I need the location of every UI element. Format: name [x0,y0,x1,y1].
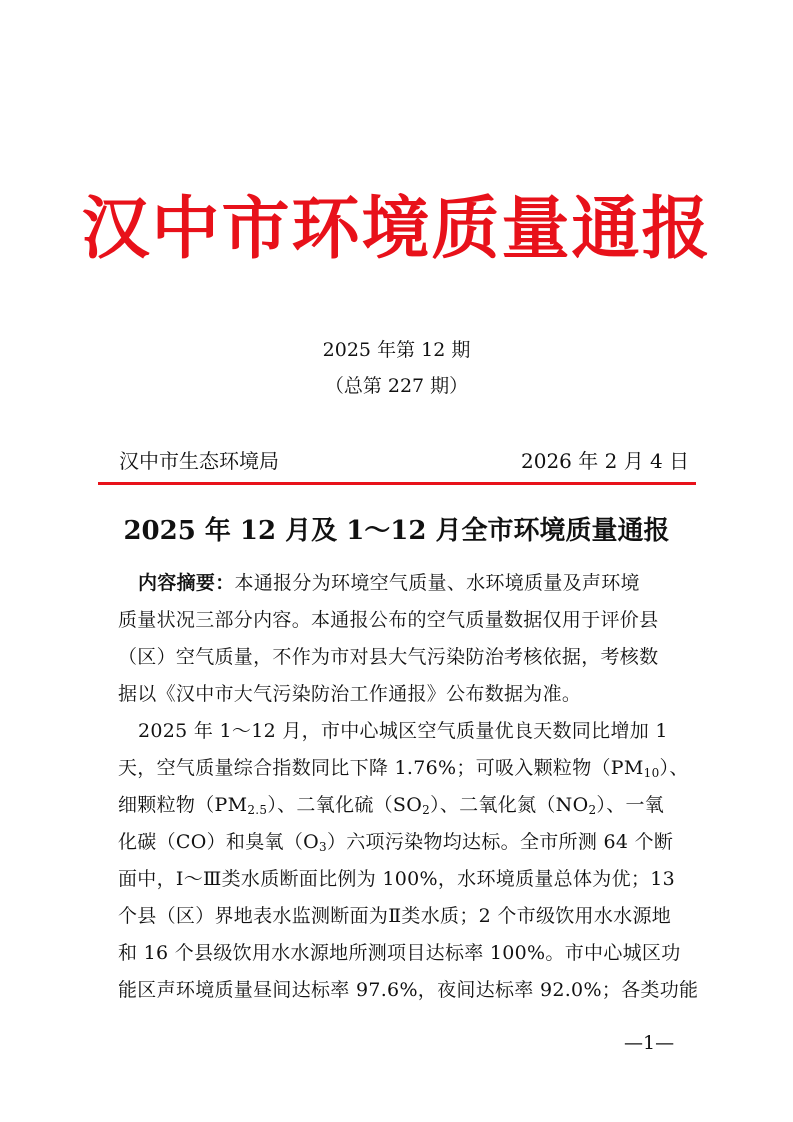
abstract-line-2: 质量状况三部分内容。本通报公布的空气质量数据仅用于评价县 [118,609,659,631]
page-number: —1— [624,1032,675,1054]
summary-line-3-a: 细颗粒物（PM [118,794,248,816]
summary-line-3-d: ）、一氧 [596,794,665,816]
o3-subscript: 3 [319,840,327,854]
no2-subscript: 2 [588,803,597,817]
abstract-line-4: 据以《汉中市大气污染防治工作通报》公布数据为准。 [118,683,582,705]
summary-line-2 [118,753,701,783]
abstract-text: 本通报分为环境空气质量、水环境质量及声环境 [234,572,640,594]
issue-date: 2026 年 2 月 4 日 [521,449,690,473]
summary-line-3-b: ）、二氧化硫（SO [267,794,423,816]
summary-line-5: 面中，Ⅰ～Ⅲ类水质断面比例为 100%，水环境质量总体为优；13 [118,868,675,890]
red-divider [98,482,696,485]
so2-subscript: 2 [422,803,431,817]
issue-total-number: （总第 227 期） [324,375,469,397]
summary-line-4-b: ）六项污染物均达标。全市所测 64 个断 [326,831,674,853]
pm25-subscript: 2.5 [247,803,268,817]
summary-line-7: 和 16 个县级饮用水水源地所测项目达标率 100%。市中心城区功 [118,942,681,964]
abstract-line-1 [138,568,701,598]
masthead-title: 汉中市环境质量通报 [81,190,712,269]
summary-line-1: 2025 年 1～12 月，市中心城区空气质量优良天数同比增加 1 [138,720,668,742]
summary-line-8: 能区声环境质量昼间达标率 97.6%，夜间达标率 92.0%；各类功能 [118,979,699,1001]
issuing-agency: 汉中市生态环境局 [119,449,279,473]
issue-number: 2025 年第 12 期 [322,339,471,361]
summary-line-3 [118,790,701,820]
abstract-label: 内容摘要： [138,572,235,594]
summary-line-6: 个县（区）界地表水监测断面为Ⅱ类水质；2 个市级饮用水水源地 [118,905,672,927]
summary-line-4 [118,827,701,857]
abstract-line-3: （区）空气质量，不作为市对县大气污染防治考核依据，考核数 [118,646,659,668]
report-title: 2025 年 12 月及 1～12 月全市环境质量通报 [123,516,670,546]
summary-line-2-tail: ）、 [659,757,689,779]
pm10-subscript: 10 [643,766,660,780]
summary-line-4-a: 化碳（CO）和臭氧（O [118,831,319,853]
summary-line-2-text: 天，空气质量综合指数同比下降 1.76%；可吸入颗粒物（PM [118,757,644,779]
summary-line-3-c: ）、二氧化氮（NO [430,794,589,816]
